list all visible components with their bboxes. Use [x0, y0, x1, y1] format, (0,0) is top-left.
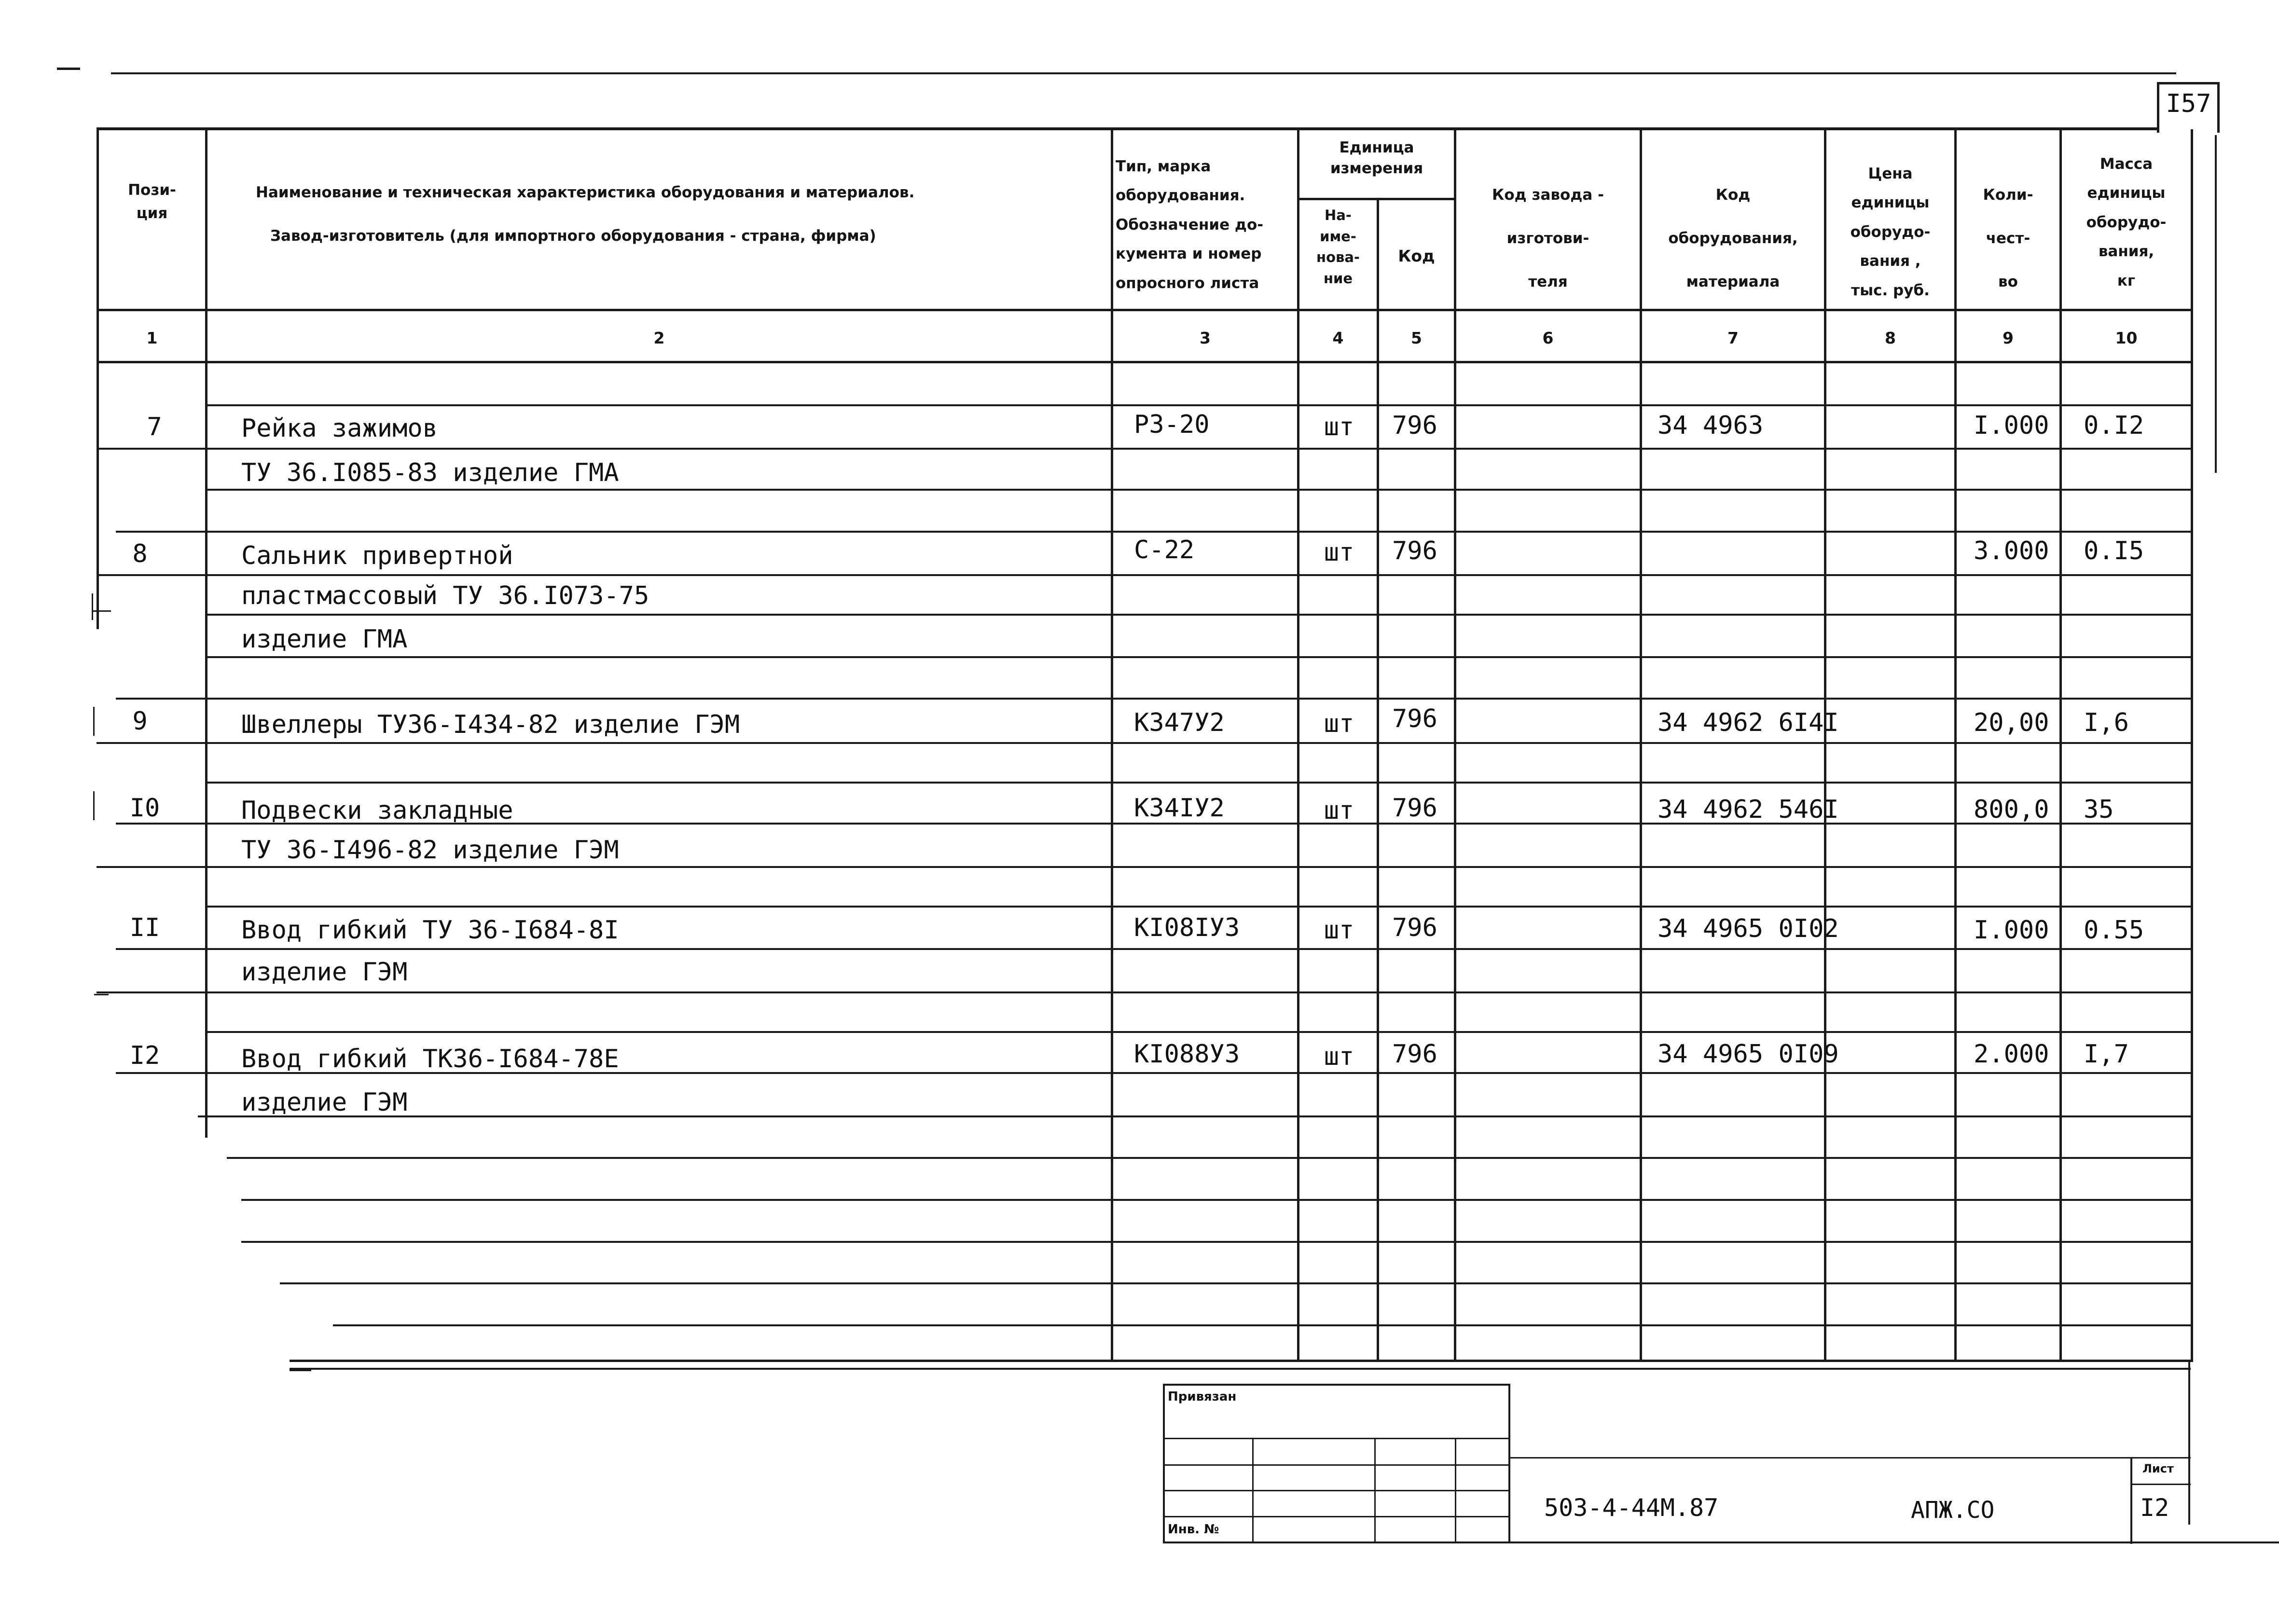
col-sep-10	[2191, 129, 2193, 1360]
stamp-line	[1510, 1457, 2191, 1459]
rule	[205, 656, 2193, 658]
row-name-line: Швеллеры ТУ36-I434-82 изделие ГЭМ	[241, 710, 740, 739]
rule	[205, 614, 2193, 616]
stamp-col-line	[1374, 1438, 1376, 1541]
page-number: I57	[2166, 89, 2211, 118]
stamp-box-right	[1508, 1384, 1510, 1543]
row-equipment-code: 34 4962 6I4I	[1657, 708, 1839, 737]
edge-mark	[57, 68, 80, 70]
frame-right-lower	[2188, 1361, 2190, 1525]
header-col-type: Тип, марка оборудования. Обозначение до- кумента и номер опросного листа	[1116, 158, 1264, 292]
row-mass: I,7	[2084, 1040, 2129, 1069]
header-col-position: Пози- ция	[128, 181, 176, 222]
stamp-box-left	[1163, 1384, 1165, 1543]
row-position: 7	[147, 413, 162, 441]
row-name-line: Ввод гибкий ТК36-I684-78Е	[241, 1045, 619, 1073]
sheet-label: Лист	[2142, 1462, 2174, 1475]
header-col-mass: Масса единицы оборудо- вания, кг	[2086, 155, 2167, 289]
colnum-4: 4	[1332, 329, 1344, 347]
row-type: КI088У3	[1134, 1040, 1240, 1069]
header-col-unit-code: Код	[1398, 247, 1435, 265]
colnum-9: 9	[2003, 329, 2014, 347]
row-unit: шт	[1324, 1042, 1354, 1071]
stamp-col-line	[1252, 1438, 1254, 1541]
row-name-line: Рейка зажимов	[241, 414, 438, 443]
row-unit-code: 796	[1392, 794, 1437, 823]
colnum-10: 10	[2115, 329, 2138, 347]
row-quantity: 2.000	[1974, 1040, 2049, 1069]
stamp-top-rule	[290, 1368, 2191, 1370]
row-name-line: изделие ГМА	[241, 625, 408, 654]
col-sep-4	[1377, 198, 1379, 1360]
row-name-line: изделие ГЭМ	[241, 958, 408, 987]
row-position: I0	[129, 794, 160, 823]
page-box-right	[2217, 82, 2220, 133]
margin-mark	[93, 791, 95, 820]
stamp-line	[1163, 1516, 1510, 1517]
rule	[205, 1031, 2193, 1033]
row-unit: шт	[1324, 796, 1354, 825]
stamp-inv-label: Инв. №	[1168, 1522, 1219, 1537]
rule	[116, 531, 2193, 533]
row-name-line: пластмассовый ТУ 36.I073-75	[241, 581, 649, 610]
rule	[198, 1115, 2193, 1117]
colnum-5: 5	[1411, 329, 1422, 347]
row-mass: 0.I5	[2084, 537, 2144, 565]
col-sep-9	[2059, 129, 2062, 1360]
header-col-name: Наименование и техническая характеристика оборудования и материалов. Завод-изготовитель (для импортного оборудования - страна, фирма)	[256, 184, 915, 245]
sheet-box-mid	[2130, 1484, 2191, 1485]
row-unit-code: 796	[1392, 411, 1437, 440]
row-quantity: 20,00	[1974, 708, 2049, 737]
row-equipment-code: 34 4965 0I09	[1657, 1040, 1839, 1069]
frame-right-margin	[2215, 135, 2217, 473]
header-col-quantity: Коли- чест- во	[1983, 186, 2033, 290]
header-col-price: Цена единицы оборудо- вания , тыс. руб.	[1850, 165, 1931, 299]
margin-mark	[92, 593, 93, 620]
rule	[227, 1157, 2193, 1159]
row-type: К34IУ2	[1134, 794, 1225, 823]
row-type: С-22	[1134, 536, 1195, 564]
colnum-8: 8	[1885, 329, 1896, 347]
row-unit-code: 796	[1392, 913, 1437, 942]
row-equipment-code: 34 4963	[1657, 411, 1764, 440]
row-position: II	[129, 913, 160, 942]
rule	[205, 906, 2193, 908]
row-quantity: 800,0	[1974, 795, 2049, 824]
row-unit: шт	[1324, 413, 1354, 441]
stamp-bottom-line	[1163, 1541, 2279, 1543]
col-sep-1	[205, 129, 207, 1138]
header-col-unit-name: На- име- нова- ние	[1316, 207, 1360, 287]
rule	[116, 948, 2193, 950]
row-unit-code: 796	[1392, 1040, 1437, 1069]
stamp-line	[1163, 1464, 1510, 1466]
page-box-left	[2157, 82, 2159, 133]
col-sep-6	[1640, 129, 1642, 1360]
row-type: РЗ-20	[1134, 410, 1210, 439]
unit-group-line	[1297, 198, 1456, 200]
col-sep-8	[1954, 129, 1957, 1360]
rule	[116, 698, 2193, 700]
row-unit-code: 796	[1392, 537, 1437, 565]
rule	[97, 991, 2193, 993]
top-rule	[111, 72, 2176, 74]
row-position: 9	[132, 707, 148, 736]
doc-code: 503-4-44М.87	[1544, 1494, 1719, 1522]
col-sep-3	[1297, 129, 1299, 1360]
row-quantity: 3.000	[1974, 537, 2049, 565]
colnum-7: 7	[1727, 329, 1739, 347]
col-sep-5	[1454, 129, 1456, 1360]
colnum-3: 3	[1200, 329, 1211, 347]
stamp-col-line	[1455, 1438, 1456, 1541]
row-mass: 0.I2	[2084, 411, 2144, 440]
col-sep-7	[1824, 129, 1826, 1360]
margin-mark	[92, 610, 111, 612]
table-bottom-line	[290, 1360, 2193, 1362]
row-quantity: I.000	[1974, 916, 2049, 945]
row-equipment-code: 34 4962 546I	[1657, 795, 1839, 824]
header-unit-group: Единица измерения	[1330, 139, 1423, 178]
stamp-box-top	[1163, 1384, 1510, 1386]
rule	[205, 404, 2193, 406]
colnum-1: 1	[146, 329, 158, 347]
colnum-bottom-line	[97, 361, 2193, 363]
row-mass: I,6	[2084, 708, 2129, 737]
row-mass: 35	[2084, 795, 2114, 824]
row-unit: шт	[1324, 538, 1354, 567]
row-equipment-code: 34 4965 0I02	[1657, 914, 1839, 943]
doc-mark: АПЖ.СО	[1911, 1497, 1995, 1524]
rule	[241, 1199, 2193, 1201]
colnum-6: 6	[1542, 329, 1554, 347]
colnum-2: 2	[653, 329, 665, 347]
rule	[97, 742, 2193, 744]
row-name-line: ТУ 36.I085-83 изделие ГМА	[241, 458, 619, 487]
row-unit-code: 796	[1392, 704, 1437, 733]
header-bottom-line	[97, 309, 2193, 311]
row-unit: шт	[1324, 709, 1354, 738]
rule	[205, 782, 2193, 784]
col-sep-2	[1111, 129, 1113, 1360]
row-type: К347У2	[1134, 708, 1225, 737]
rule	[97, 574, 2193, 576]
rule	[241, 1241, 2193, 1243]
row-name-line: Подвески закладные	[241, 796, 513, 825]
rule	[97, 448, 2193, 450]
page-box-top	[2157, 82, 2220, 84]
row-type: КI08IУ3	[1134, 913, 1240, 942]
stamp-tied-label: Привязан	[1168, 1390, 1237, 1404]
row-name-line: ТУ 36-I496-82 изделие ГЭМ	[241, 836, 619, 865]
row-position: I2	[129, 1041, 160, 1070]
header-col-equipment-code: Код оборудования, материала	[1668, 186, 1798, 290]
margin-mark	[93, 707, 95, 736]
row-position: 8	[132, 539, 148, 568]
sheet-box-left	[2130, 1457, 2132, 1544]
sheet-number: I2	[2140, 1494, 2169, 1522]
rule	[205, 489, 2193, 491]
header-col-factory-code: Код завода - изготови- теля	[1492, 186, 1604, 290]
rule	[333, 1324, 2193, 1326]
row-name-line: Сальник привертной	[241, 541, 513, 570]
row-name-line: Ввод гибкий ТУ 36-I684-8I	[241, 916, 619, 945]
row-unit: шт	[1324, 916, 1354, 945]
frame-left-line	[97, 127, 99, 629]
row-quantity: I.000	[1974, 411, 2049, 440]
stamp-line	[1163, 1490, 1510, 1491]
rule	[280, 1282, 2193, 1284]
frame-top-line	[97, 127, 2157, 130]
row-name-line: изделие ГЭМ	[241, 1088, 408, 1117]
margin-mark	[94, 994, 109, 995]
stamp-line	[1163, 1438, 1510, 1439]
row-mass: 0.55	[2084, 916, 2144, 945]
rule	[97, 866, 2193, 868]
